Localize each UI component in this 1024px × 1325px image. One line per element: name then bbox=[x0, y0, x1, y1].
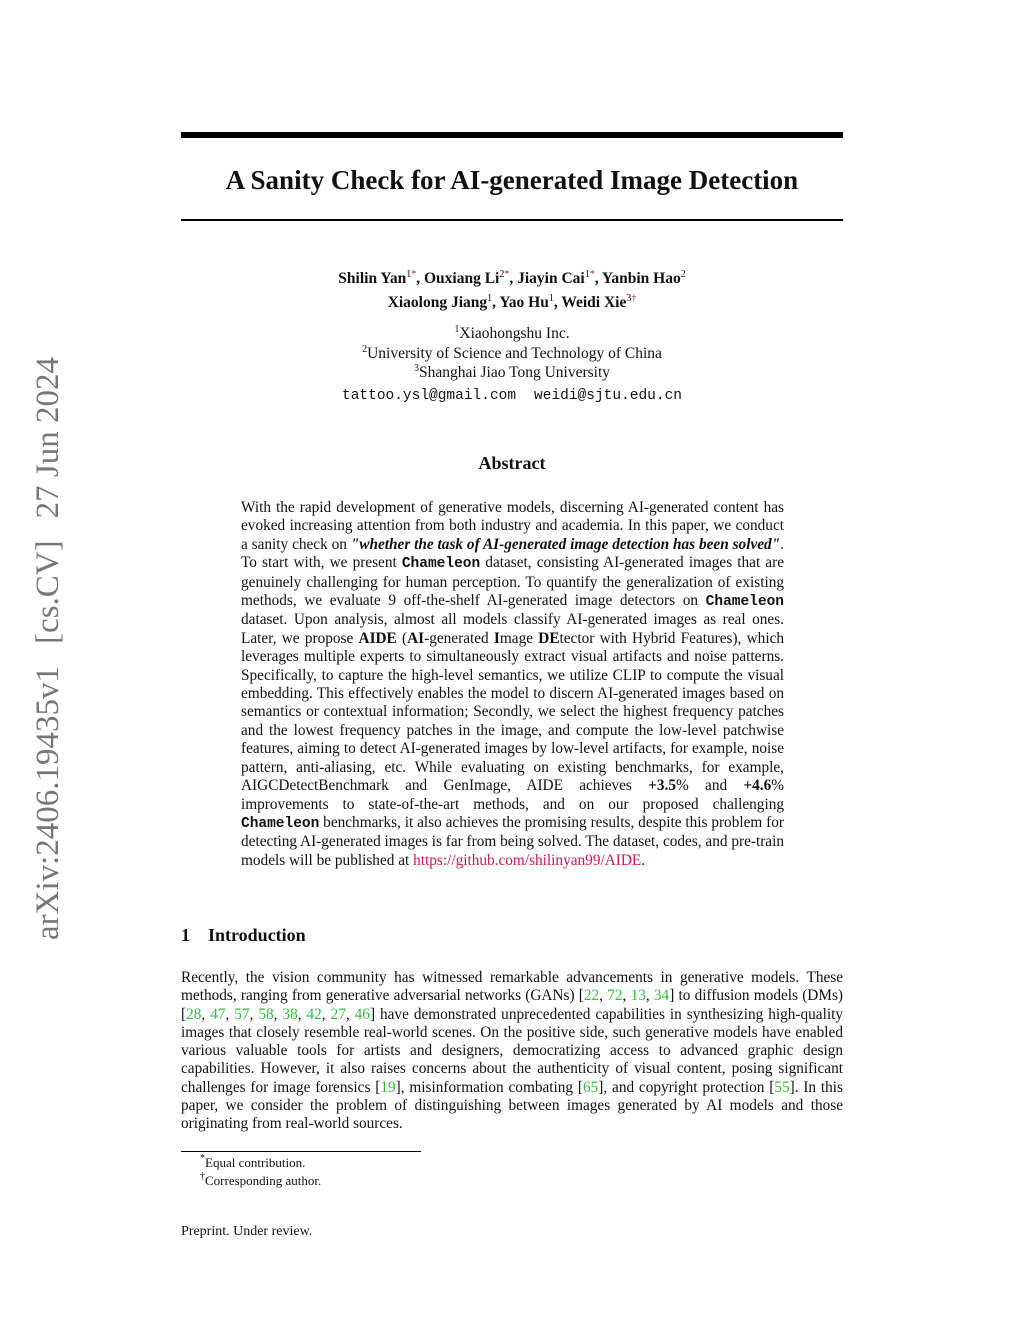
arxiv-id: arXiv:2406.19435v1 bbox=[30, 665, 66, 940]
citation-link[interactable]: 46 bbox=[354, 1005, 370, 1023]
citation-link[interactable]: 58 bbox=[258, 1005, 274, 1023]
equal-contribution-mark[interactable]: * bbox=[411, 269, 417, 280]
citation-link[interactable]: 22 bbox=[583, 987, 600, 1005]
citation-link[interactable]: 13 bbox=[630, 987, 646, 1005]
arxiv-date: 27 Jun 2024 bbox=[30, 357, 66, 519]
email-2: weidi@sjtu.edu.cn bbox=[534, 388, 682, 404]
footnotes bbox=[200, 1154, 321, 1190]
abstract-body: With the rapid development of generative models, discerning AI-generated content has evoked increasing attention from both industry and academia. In this paper, we conduct a sanity check on "whether the task of AI-generated image detection has been solved". To start with, we present Chameleon dataset, consisting AI-generated images that are genuinely challenging for human perception. To quantify the generalization of existing methods, we evaluate 9 off-the-shelf AI-generated image detectors on Chameleon dataset. Upon analysis, almost all models classify AI-generated images as real ones. Later, we propose AIDE (AI-generated Image DEtector with Hybrid Features), which leverages multiple experts to simultaneously extract visual artifacts and noise patterns. Specifically, to capture the high-level semantics, we utilize CLIP to compute the visual embedding. This effectively enables the model to discern AI-generated images based on semantics or contextual information; Secondly, we select the highest frequency patches and the lowest frequency patches in the image, and compute the low-level patchwise features, aiming to detect AI-generated images by low-level artifacts, for example, noise pattern, anti-aliasing, etc. While evaluating on existing benchmarks, for example, AIGCDetectBenchmark and GenImage, AIDE achieves +3.5% and +4.6% improvements to state-of-the-art methods, and on our proposed challenging Chameleon benchmarks, it also achieves the promising results, despite this problem for detecting AI-generated images is far from being solved. The dataset, codes, and pre-train models will be published at https://github.com/shilinyan99/AIDE. bbox=[241, 499, 785, 869]
author-name: Shilin Yan bbox=[338, 270, 407, 287]
author-name: Yao Hu bbox=[499, 294, 549, 311]
citation-link[interactable]: 19 bbox=[380, 1078, 396, 1096]
citation-link[interactable]: 34 bbox=[653, 987, 670, 1005]
preprint-footer: Preprint. Under review. bbox=[181, 1224, 313, 1239]
github-link[interactable]: https://github.com/shilinyan99/AIDE bbox=[413, 851, 642, 869]
equal-contribution-mark[interactable]: * bbox=[589, 269, 595, 280]
section-heading-introduction bbox=[181, 925, 306, 946]
dataset-name: Chameleon bbox=[241, 815, 320, 832]
author-list bbox=[181, 267, 843, 315]
title-rule-top bbox=[181, 132, 843, 138]
citation-link[interactable]: 38 bbox=[282, 1005, 298, 1023]
method-name: AIDE bbox=[358, 629, 397, 647]
citation-link[interactable]: 28 bbox=[186, 1005, 202, 1023]
footnote-corresponding-author: †Corresponding author. bbox=[200, 1171, 322, 1188]
author-name: Jiayin Cai bbox=[517, 270, 585, 287]
improvement-value: +3.5 bbox=[648, 777, 677, 795]
corresponding-author-mark[interactable]: † bbox=[631, 293, 637, 304]
affiliation-1: $^1$Xiaohongshu Inc. bbox=[454, 324, 570, 342]
citation-link[interactable]: 72 bbox=[607, 987, 623, 1005]
citation-link[interactable]: 57 bbox=[234, 1005, 250, 1023]
affiliation-3: $^3$Shanghai Jiao Tong University bbox=[413, 363, 611, 381]
author-name: Yanbin Hao bbox=[601, 270, 681, 287]
citation-link[interactable]: 47 bbox=[210, 1005, 226, 1023]
section-title: Introduction bbox=[208, 925, 306, 945]
author-line-2: Xiaolong Jiang$^1$, Yao Hu$^1$, Weidi Xie$^{3\dagger}$ bbox=[387, 293, 637, 311]
author-name: Weidi Xie bbox=[561, 294, 627, 311]
citation-link[interactable]: 65 bbox=[583, 1078, 599, 1096]
abstract-question: "whether the task of AI-generated image detection has been solved" bbox=[350, 535, 781, 553]
citation-link[interactable]: 55 bbox=[774, 1078, 790, 1096]
affiliations bbox=[181, 324, 843, 383]
abstract-heading: Abstract bbox=[478, 453, 546, 473]
citation-link[interactable]: 42 bbox=[306, 1005, 322, 1023]
author-line-1: Shilin Yan$^{1*}$, Ouxiang $Li^{2*}$, Jiayin Cai$^{1*}$, Yanbin Hao$^2$ bbox=[338, 269, 686, 287]
footnote-equal-contribution: *Equal contribution. bbox=[200, 1153, 306, 1170]
section-number: 1 bbox=[181, 925, 190, 945]
arxiv-category: [cs.CV] bbox=[30, 540, 66, 644]
dataset-name: Chameleon bbox=[401, 556, 481, 573]
introduction-body: Recently, the vision community has witnessed remarkable advancements in generative models. These methods, ranging from generative adversarial networks (GANs) [22, 72, 13, 34] to diffusion models (DMs) [28, 47, 57, 58, 38, 42, 27, 46] have demonstrated unprecedented capabilities in synthesizing high-quality images that closely resemble real-world scenes. On the positive side, such generative models have enabled various valuable tools for artists and designers, democratizing access to advanced graphic design capabilities. However, it also raises concerns about the authenticity of visual content, posing significant challenges for image forensics [19], misinformation combating [65], and copyright protection [55]. In this paper, we consider the problem of distinguishing between images generated by AI models and those originating from real-world sources. bbox=[181, 969, 843, 1133]
improvement-value: +4.6 bbox=[743, 777, 772, 795]
equal-contribution-mark[interactable]: * bbox=[504, 269, 510, 280]
author-name: Xiaolong Jiang bbox=[387, 294, 488, 311]
title-rule-bottom bbox=[181, 219, 843, 221]
paper-title: A Sanity Check for AI-generated Image Detection bbox=[225, 165, 799, 195]
footnote-rule bbox=[181, 1151, 421, 1152]
email-1: tattoo.ysl@gmail.com bbox=[342, 388, 517, 404]
dataset-name: Chameleon bbox=[705, 594, 784, 611]
author-name: Ouxiang Li bbox=[423, 270, 500, 287]
arxiv-sidebar-stamp bbox=[26, 340, 70, 940]
affiliation-2: $^2$University of Science and Technology of China bbox=[362, 343, 662, 362]
citation-link[interactable]: 27 bbox=[330, 1005, 346, 1023]
contact-emails bbox=[181, 388, 843, 404]
